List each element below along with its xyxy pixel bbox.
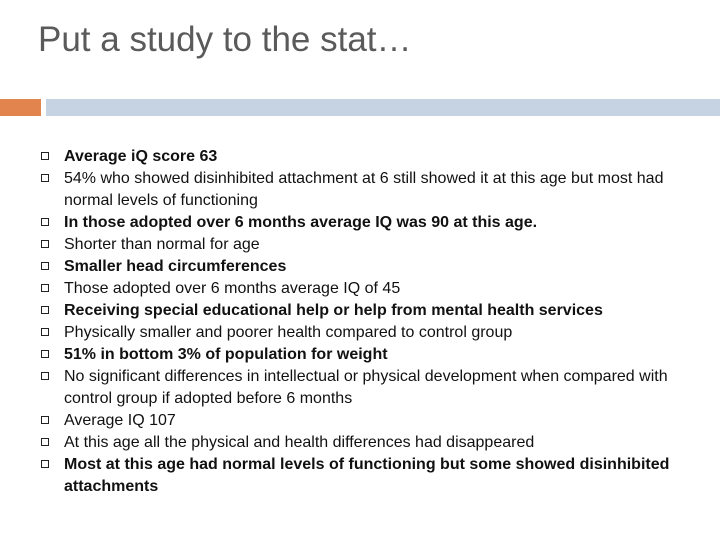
title-accent-bar: [0, 99, 41, 116]
bullet-text: 51% in bottom 3% of population for weight: [64, 346, 388, 363]
bullet-text: No significant differences in intellectual or physical development when compared with control group if adopted before 6 months: [64, 368, 668, 407]
bullet-item: [40, 410, 700, 432]
square-bullet-icon: [41, 438, 49, 446]
square-bullet-icon: [41, 328, 49, 336]
bullet-item: [40, 432, 700, 454]
bullet-text: Receiving special educational help or help from mental health services: [64, 302, 603, 319]
bullet-text: Shorter than normal for age: [64, 236, 260, 253]
title-divider-bar: [46, 99, 720, 116]
square-bullet-icon: [41, 174, 49, 182]
bullet-item: [40, 212, 700, 234]
bullet-text: In those adopted over 6 months average IQ was 90 at this age.: [64, 214, 538, 231]
square-bullet-icon: [41, 350, 49, 358]
bullet-item: [40, 344, 700, 366]
square-bullet-icon: [41, 460, 49, 468]
bullet-text: Those adopted over 6 months average IQ of 45: [64, 280, 401, 297]
bullet-item: [40, 234, 700, 256]
bullet-text: Average iQ score 63: [64, 148, 218, 165]
square-bullet-icon: [41, 372, 49, 380]
bullet-list: [40, 146, 700, 498]
bullet-item: [40, 256, 700, 278]
bullet-text: At this age all the physical and health differences had disappeared: [64, 434, 535, 451]
square-bullet-icon: [41, 416, 49, 424]
bullet-text: Average IQ 107: [64, 412, 176, 429]
bullet-item: [40, 146, 700, 168]
square-bullet-icon: [41, 218, 49, 226]
bullet-text: Smaller head circumferences: [64, 258, 287, 275]
square-bullet-icon: [41, 306, 49, 314]
bullet-text: 54% who showed disinhibited attachment at 6 still showed it at this age but most had normal levels of functioning: [64, 170, 664, 209]
bullet-item: [40, 168, 700, 212]
square-bullet-icon: [41, 240, 49, 248]
square-bullet-icon: [41, 284, 49, 292]
bullet-text: Physically smaller and poorer health compared to control group: [64, 324, 513, 341]
bullet-item: [40, 300, 700, 322]
square-bullet-icon: [41, 262, 49, 270]
bullet-item: [40, 278, 700, 300]
bullet-item: [40, 366, 700, 410]
bullet-text: Most at this age had normal levels of functioning but some showed disinhibited attachments: [64, 456, 670, 495]
bullet-item: [40, 322, 700, 344]
slide-title: Put a study to the stat…: [38, 20, 412, 59]
bullet-item: [40, 454, 700, 498]
square-bullet-icon: [41, 152, 49, 160]
